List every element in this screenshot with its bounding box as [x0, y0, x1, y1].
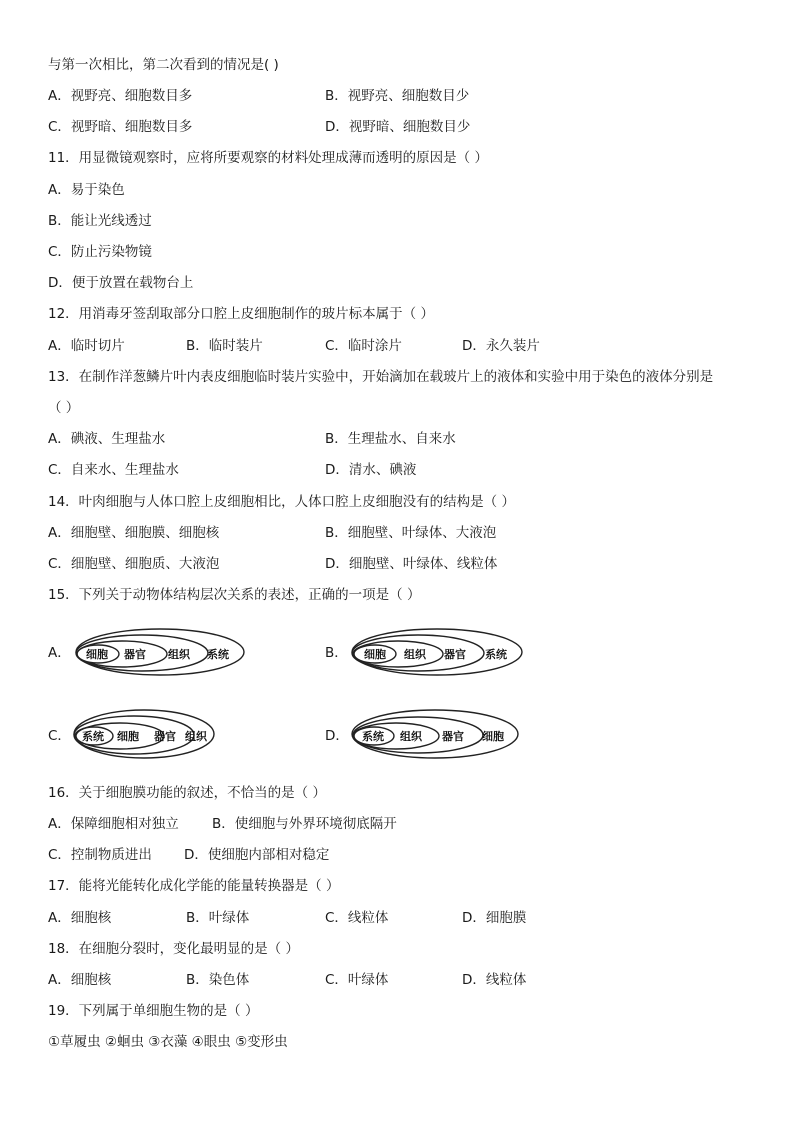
q16-option-b: B．使细胞与外界环境彻底隔开	[212, 816, 397, 832]
q15-diagram-c	[72, 707, 218, 765]
q15-option-b-label: B．	[325, 645, 348, 661]
q15-diagram-b	[350, 626, 524, 682]
q10-option-d: D．视野暗、细胞数目少	[325, 119, 471, 135]
q15-option-c-label: C．	[48, 728, 71, 744]
q17-option-d: D．细胞膜	[462, 910, 527, 926]
q15-b-term-1: 细胞	[364, 648, 386, 661]
q18-option-a: A．细胞核	[48, 972, 112, 988]
q11-option-a: A．易于染色	[48, 182, 125, 198]
q15-d-term-3: 器官	[442, 730, 464, 743]
q11-option-b: B．能让光线透过	[48, 213, 152, 229]
q17-option-c: C．线粒体	[325, 910, 389, 926]
q12-option-c: C．临时涂片	[325, 338, 402, 354]
q14-option-b: B．细胞壁、叶绿体、大液泡	[325, 525, 497, 541]
q12-option-a: A．临时切片	[48, 338, 125, 354]
q15-c-term-2: 细胞	[117, 730, 139, 743]
q17-option-a: A．细胞核	[48, 910, 112, 926]
q19-stem: 19．下列属于单细胞生物的是（ ）	[48, 1003, 259, 1019]
q15-d-term-1: 系统	[362, 730, 384, 743]
q15-b-term-2: 组织	[404, 648, 426, 661]
q16-option-a: A．保障细胞相对独立	[48, 816, 179, 832]
q13-option-b: B．生理盐水、自来水	[325, 431, 456, 447]
q11-option-d: D．便于放置在载物台上	[48, 275, 194, 291]
q15-a-term-2: 器官	[124, 648, 146, 661]
q15-option-d-label: D．	[325, 728, 349, 744]
q16-option-d: D．使细胞内部相对稳定	[184, 847, 330, 863]
q16-option-c: C．控制物质进出	[48, 847, 152, 863]
q15-a-term-3: 组织	[168, 648, 190, 661]
q14-option-c: C．细胞壁、细胞质、大液泡	[48, 556, 220, 572]
q14-option-d: D．细胞壁、叶绿体、线粒体	[325, 556, 498, 572]
q17-stem: 17．能将光能转化成化学能的能量转换器是（ ）	[48, 878, 340, 894]
q17-option-b: B．叶绿体	[186, 910, 250, 926]
q11-stem: 11．用显微镜观察时，应将所要观察的材料处理成薄而透明的原因是（ ）	[48, 150, 488, 166]
q10-option-c: C．视野暗、细胞数目多	[48, 119, 193, 135]
q15-d-term-4: 细胞	[482, 730, 504, 743]
q15-c-term-1: 系统	[82, 730, 104, 743]
q15-stem: 15．下列关于动物体结构层次关系的表述，正确的一项是（ ）	[48, 587, 421, 603]
q15-b-term-3: 器官	[444, 648, 466, 661]
q14-option-a: A．细胞壁、细胞膜、细胞核	[48, 525, 220, 541]
q15-diagram-a	[74, 626, 246, 682]
q15-b-term-4: 系统	[485, 648, 507, 661]
q15-a-term-1: 细胞	[86, 648, 108, 661]
q14-stem: 14．叶肉细胞与人体口腔上皮细胞相比，人体口腔上皮细胞没有的结构是（ ）	[48, 494, 515, 510]
q12-stem: 12．用消毒牙签刮取部分口腔上皮细胞制作的玻片标本属于（ ）	[48, 306, 434, 322]
q18-option-d: D．线粒体	[462, 972, 527, 988]
q13-stem-cont: （ ）	[48, 400, 80, 416]
q18-option-c: C．叶绿体	[325, 972, 389, 988]
q11-option-c: C．防止污染物镜	[48, 244, 152, 260]
q18-stem: 18．在细胞分裂时，变化最明显的是（ ）	[48, 941, 299, 957]
q15-c-term-3: 器官	[154, 730, 176, 743]
q16-stem: 16．关于细胞膜功能的叙述，不恰当的是（ ）	[48, 785, 326, 801]
q13-option-a: A．碘液、生理盐水	[48, 431, 166, 447]
q19-options: ①草履虫 ②蛔虫 ③衣藻 ④眼虫 ⑤变形虫	[48, 1034, 288, 1050]
q15-c-term-4: 组织	[185, 730, 207, 743]
q10-option-b: B．视野亮、细胞数目少	[325, 88, 470, 104]
q18-option-b: B．染色体	[186, 972, 250, 988]
q15-diagram-d	[350, 707, 520, 765]
q15-d-term-2: 组织	[400, 730, 422, 743]
q15-option-a-label: A．	[48, 645, 71, 661]
q15-a-term-4: 系统	[207, 648, 229, 661]
q13-option-c: C．自来水、生理盐水	[48, 462, 179, 478]
q12-option-d: D．永久装片	[462, 338, 540, 354]
q10-option-a: A．视野亮、细胞数目多	[48, 88, 193, 104]
q10-stem: 与第一次相比，第二次看到的情况是( )	[48, 57, 279, 73]
q13-option-d: D．清水、碘液	[325, 462, 417, 478]
q13-stem: 13．在制作洋葱鳞片叶内表皮细胞临时装片实验中，开始滴加在载玻片上的液体和实验中用于染色的液体分别是	[48, 369, 714, 385]
q12-option-b: B．临时装片	[186, 338, 263, 354]
